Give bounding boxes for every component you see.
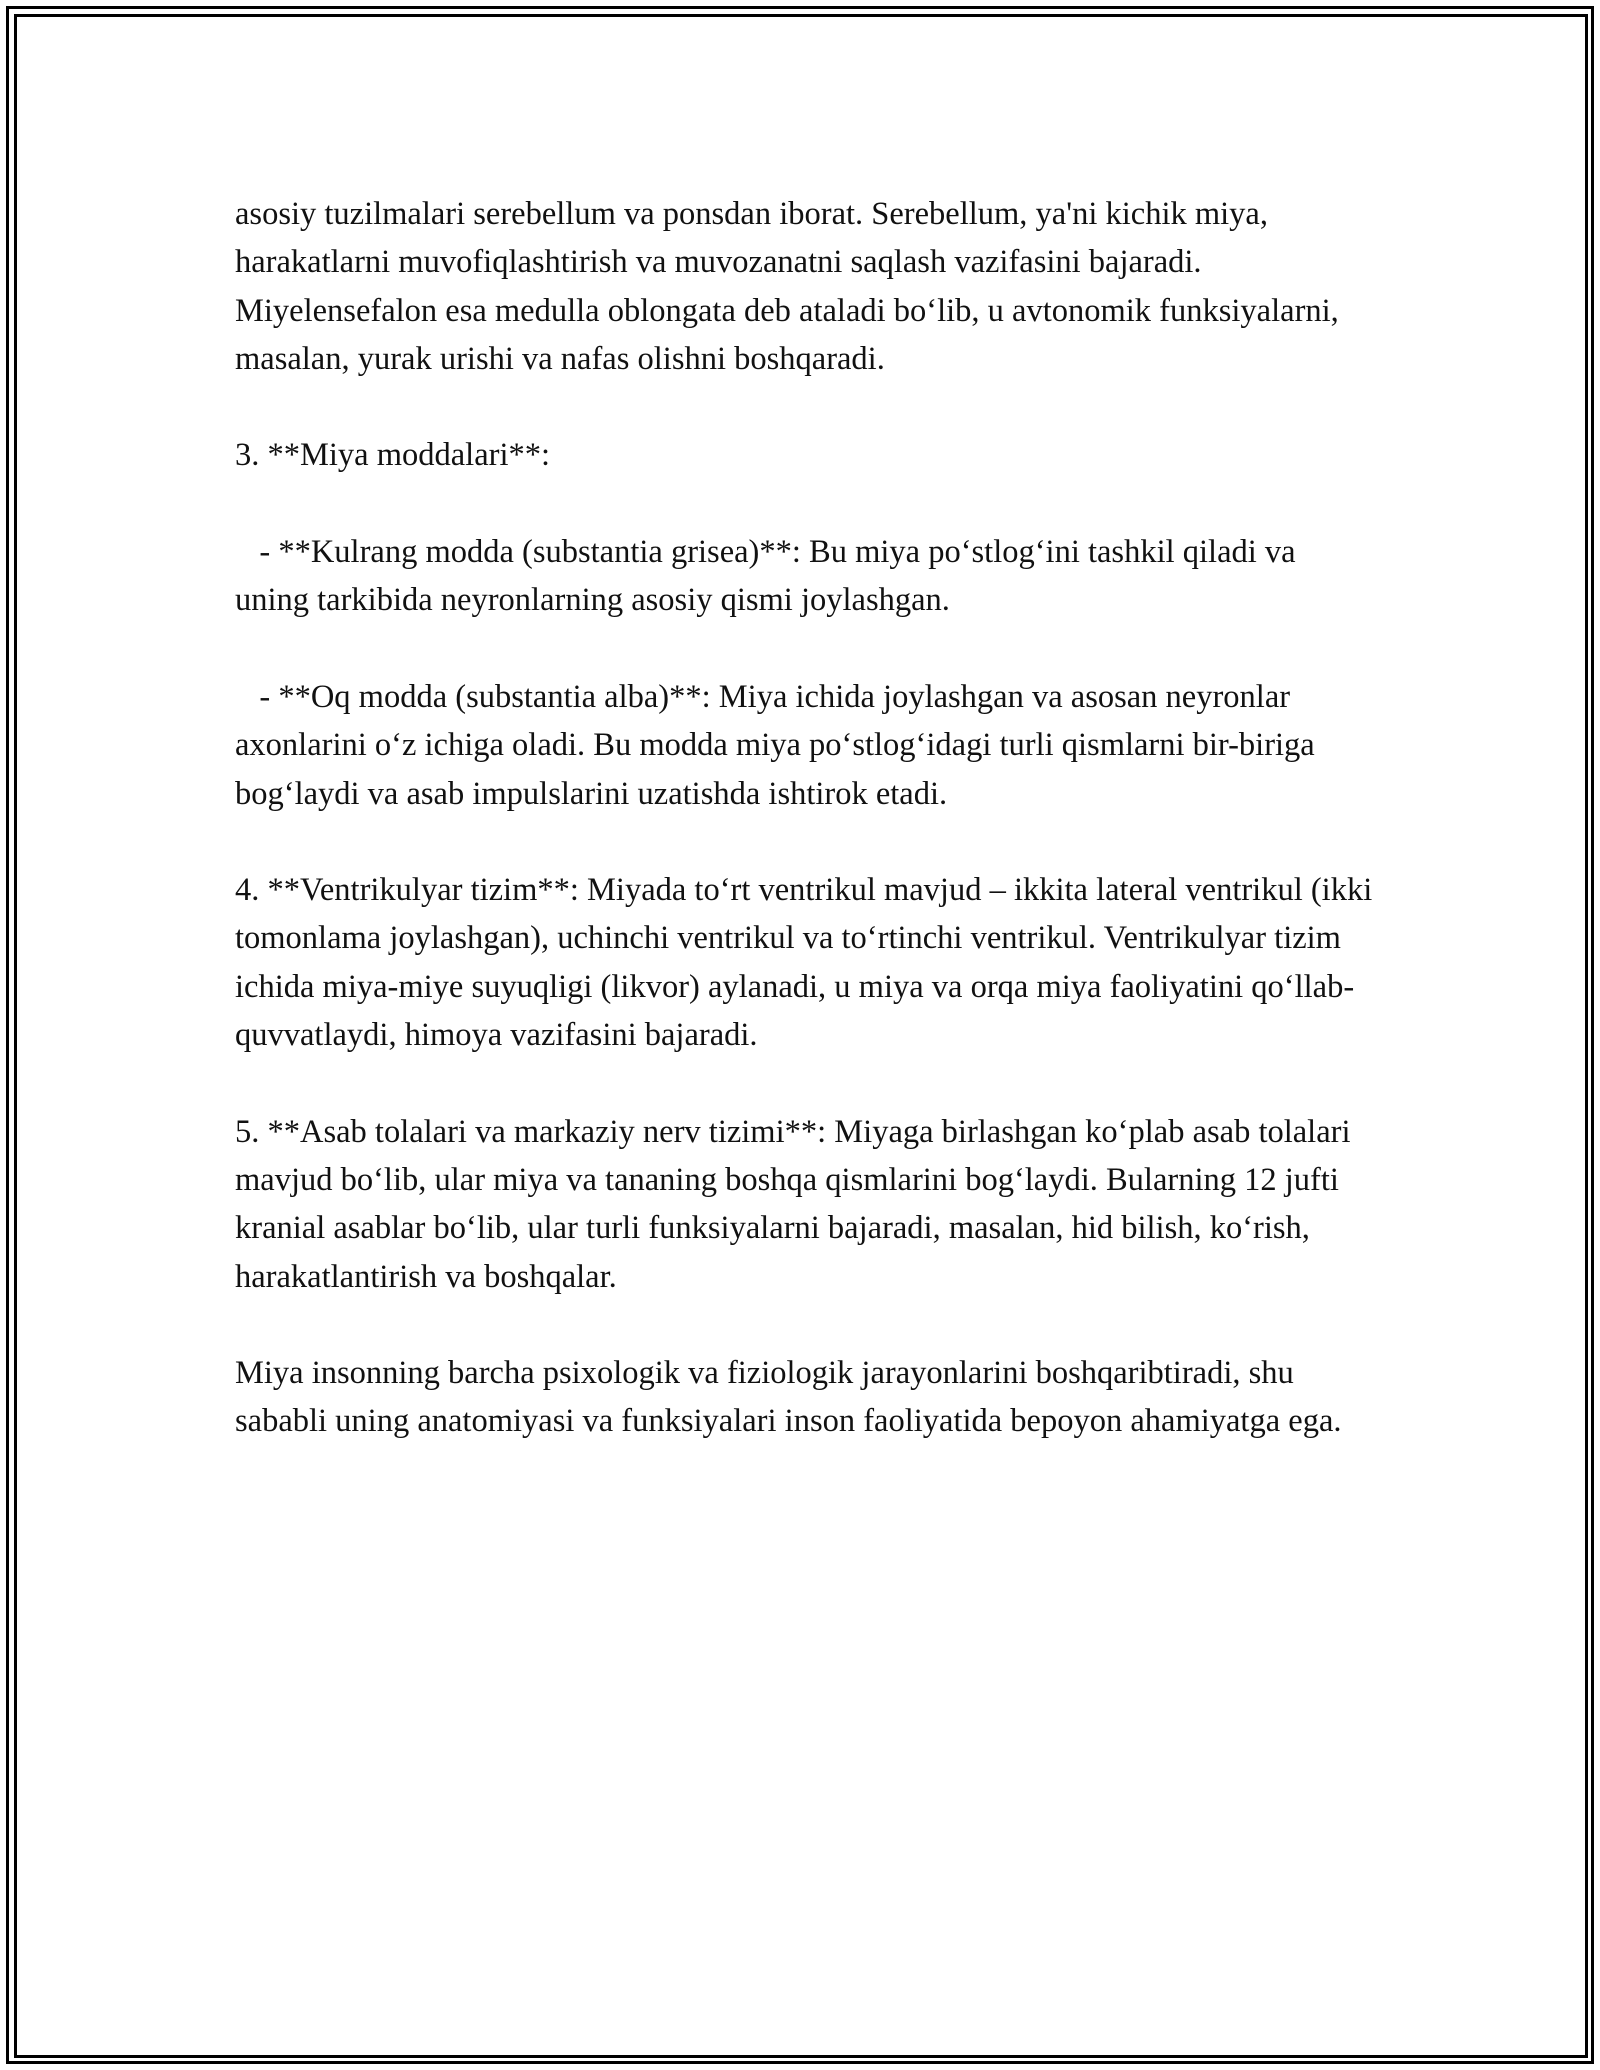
paragraph-brain-matter-heading: 3. **Miya moddalari**: [235, 437, 551, 474]
paragraph-conclusion: Miya insonning barcha psixologik va fiziologik jarayonlarini boshqaribtiradi, shu sababli uning anatomiyasi va funksiyalari inson faoliyatida bepoyon ahamiyatga ega. [235, 1355, 1342, 1440]
paragraph-brainstem-intro: asosiy tuzilmalari serebellum va ponsdan iborat. Serebellum, ya'ni kichik miya, harakatlarni muvofiqlashtirish va muvozanatni saqlash vazifasini bajaradi. Miyelensefalon esa medulla oblongata deb ataladi bo‘lib, u avtonomik funksiyalarni, masalan, yurak urishi va nafas olishni boshqaradi. [235, 196, 1347, 377]
paragraph-ventricular-system: 4. **Ventrikulyar tizim**: Miyada to‘rt ventrikul mavjud – ikkita lateral ventrikul (ikki tomonlama joylashgan), uchinchi ventrikul va to‘rtinchi ventrikul. Ventrikulyar tizim ichida miya-miye suyuqligi (likvor) aylanadi, u miya va orqa miya faoliyatini qo‘llab-quvvatlaydi, himoya vazifasini bajaradi. [235, 872, 1381, 1054]
paragraph-nerve-fibers: 5. **Asab tolalari va markaziy nerv tizimi**: Miyaga birlashgan ko‘plab asab tolalari mavjud bo‘lib, ular miya va tananing boshqa qismlarini bog‘laydi. Bularning 12 jufti kranial asablar bo‘lib, ular turli funksiyalarni bajaradi, masalan, hid bilish, ko‘rish, harakatlantirish va boshqalar. [235, 1113, 1359, 1295]
document-body [235, 190, 1381, 1494]
paragraph-grey-matter: - **Kulrang modda (substantia grisea)**: Bu miya po‘stlog‘ini tashkil qiladi va uning tarkibida neyronlarning asosiy qismi joylashgan. [235, 534, 1304, 619]
paragraph-white-matter: - **Oq modda (substantia alba)**: Miya ichida joylashgan va asosan neyronlar axonlarini o‘z ichiga oladi. Bu modda miya po‘stlog‘idagi turli qismlarni bir-biriga bog‘laydi va asab impulslarini uzatishda ishtirok etadi. [235, 678, 1323, 812]
